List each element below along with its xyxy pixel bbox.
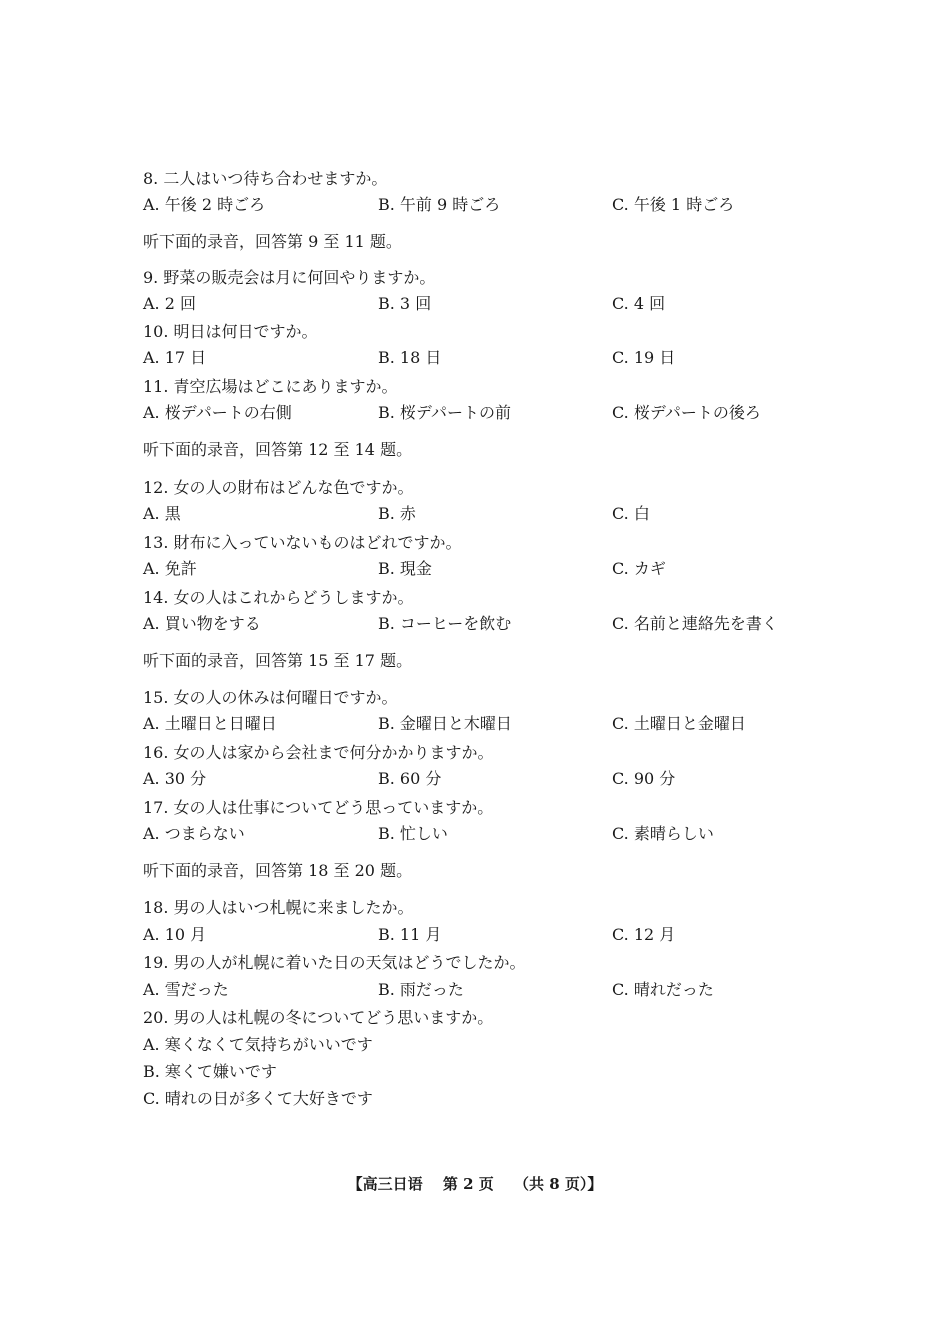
page-footer: 【高三日语 第 2 页 （共 8 页）】 (347, 1175, 603, 1193)
option-19c: C. 晴れだった (612, 980, 714, 999)
option-11b: B. 桜デパートの前 (378, 403, 511, 422)
question-17: 17. 女の人は仕事についてどう思っていますか。 (143, 798, 494, 817)
question-13: 13. 財布に入っていないものはどれですか。 (143, 533, 462, 552)
option-15b: B. 金曜日と木曜日 (378, 714, 512, 733)
question-20: 20. 男の人は札幌の冬についてどう思いますか。 (143, 1008, 494, 1027)
option-17c: C. 素晴らしい (612, 824, 714, 843)
option-18b: B. 11 月 (378, 925, 442, 944)
option-15c: C. 土曜日と金曜日 (612, 714, 746, 733)
option-12a: A. 黒 (143, 504, 181, 523)
question-19: 19. 男の人が札幌に着いた日の天気はどうでしたか。 (143, 953, 526, 972)
option-14a: A. 買い物をする (143, 614, 261, 633)
question-14: 14. 女の人はこれからどうしますか。 (143, 588, 414, 607)
option-13a: A. 免許 (143, 559, 197, 578)
question-16: 16. 女の人は家から会社まで何分かかりますか。 (143, 743, 494, 762)
option-16c: C. 90 分 (612, 769, 676, 788)
question-11: 11. 青空広場はどこにありますか。 (143, 377, 398, 396)
question-8: 8. 二人はいつ待ち合わせますか。 (143, 169, 388, 188)
option-9a: A. 2 回 (143, 294, 196, 313)
option-14b: B. コーヒーを飲む (378, 614, 512, 633)
instruction-18-20: 听下面的录音，回答第 18 至 20 题。 (143, 861, 413, 880)
option-20b: B. 寒くて嫌いです (143, 1062, 277, 1081)
option-18a: A. 10 月 (143, 925, 207, 944)
option-11c: C. 桜デパートの後ろ (612, 403, 761, 422)
option-11a: A. 桜デパートの右側 (143, 403, 292, 422)
option-12c: C. 白 (612, 504, 650, 523)
option-8a: A. 午後 2 時ごろ (143, 195, 266, 214)
instruction-9-11: 听下面的录音，回答第 9 至 11 题。 (143, 232, 402, 251)
option-12b: B. 赤 (378, 504, 416, 523)
question-18: 18. 男の人はいつ札幌に来ましたか。 (143, 898, 414, 917)
instruction-12-14: 听下面的录音，回答第 12 至 14 题。 (143, 440, 413, 459)
question-9: 9. 野菜の販売会は月に何回やりますか。 (143, 268, 436, 287)
option-18c: C. 12 月 (612, 925, 676, 944)
option-8b: B. 午前 9 時ごろ (378, 195, 501, 214)
option-13c: C. カギ (612, 559, 666, 578)
option-10a: A. 17 日 (143, 348, 207, 367)
option-16b: B. 60 分 (378, 769, 442, 788)
option-10c: C. 19 日 (612, 348, 676, 367)
option-15a: A. 土曜日と日曜日 (143, 714, 277, 733)
option-13b: B. 現金 (378, 559, 432, 578)
option-19b: B. 雨だった (378, 980, 464, 999)
instruction-15-17: 听下面的录音，回答第 15 至 17 题。 (143, 651, 413, 670)
question-15: 15. 女の人の休みは何曜日ですか。 (143, 688, 398, 707)
option-10b: B. 18 日 (378, 348, 442, 367)
option-17b: B. 忙しい (378, 824, 448, 843)
option-8c: C. 午後 1 時ごろ (612, 195, 735, 214)
option-9c: C. 4 回 (612, 294, 666, 313)
option-19a: A. 雪だった (143, 980, 229, 999)
option-20a: A. 寒くなくて気持ちがいいです (143, 1035, 373, 1054)
option-14c: C. 名前と連絡先を書く (612, 614, 778, 633)
question-12: 12. 女の人の財布はどんな色ですか。 (143, 478, 414, 497)
option-20c: C. 晴れの日が多くて大好きです (143, 1089, 373, 1108)
option-16a: A. 30 分 (143, 769, 207, 788)
option-9b: B. 3 回 (378, 294, 432, 313)
question-10: 10. 明日は何日ですか。 (143, 322, 318, 341)
option-17a: A. つまらない (143, 824, 245, 843)
